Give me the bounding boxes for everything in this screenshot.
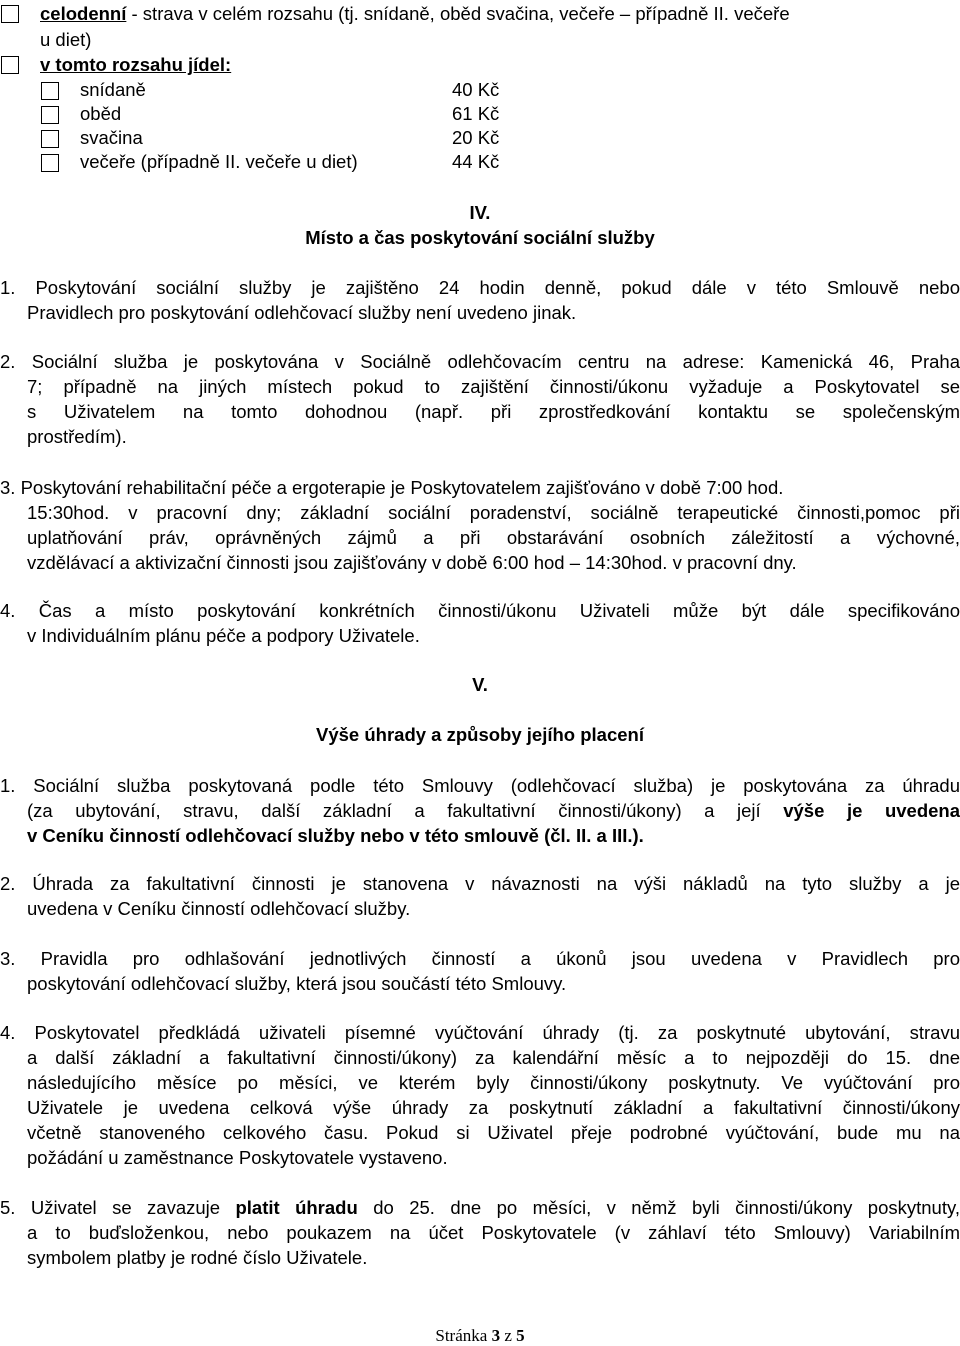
checkbox-meal-dinner[interactable] <box>41 154 59 172</box>
paragraph-line: a další základní a fakultativní činnosti/úkony) za kalendářní měsíc a to nejpozději do 15. dne <box>27 1047 960 1068</box>
paragraph-line: vzdělávací a aktivizační činnosti jsou zajišťovány v době 6:00 hod – 14:30hod. v pracovní dny. <box>27 552 797 573</box>
section-v-title: Výše úhrady a způsoby jejího placení <box>316 724 644 745</box>
checkbox-meal-snack[interactable] <box>41 130 59 148</box>
meal-label: večeře (případně II. večeře u diet) <box>80 151 358 172</box>
paragraph-line: 2. Úhrada za fakultativní činnosti je stanovena v návaznosti na výši nákladů na tyto služby a je <box>0 873 960 894</box>
page-footer <box>0 1326 960 1346</box>
checkbox-meal-lunch[interactable] <box>41 106 59 124</box>
checkbox-selected-meals[interactable] <box>1 56 19 74</box>
paragraph-line: uplatňování práv, oprávněných zájmů a při obstarávání osobních záležitostí a výchovné, <box>27 527 960 548</box>
meal-label: snídaně <box>80 79 146 100</box>
section-v-number: V. <box>472 674 488 695</box>
section-v-paragraph-3 <box>0 946 960 996</box>
paragraph-line: požádání u zaměstnance Poskytovatele vystaveno. <box>27 1147 448 1168</box>
paragraph-line: Pravidlech pro poskytování odlehčovací služby není uvedeno jinak. <box>27 302 577 323</box>
meal-price: 61 Kč <box>452 103 500 124</box>
paragraph-bold-text: výše je uvedena <box>783 800 960 821</box>
paragraph-line <box>0 1195 960 1220</box>
paragraph-line: včetně stanoveného celkového času. Pokud si Uživatel přeje podrobné vyúčtování, bude mu na <box>27 1122 960 1143</box>
section-iv-paragraph-3 <box>0 475 960 575</box>
paragraph-line: poskytování odlehčovací služby, která jsou součástí této Smlouvy. <box>27 973 567 994</box>
paragraph-bold-text: platit úhradu <box>235 1197 358 1218</box>
meal-option-full-day-title: celodenní <box>40 3 127 24</box>
meal-price: 40 Kč <box>452 79 500 100</box>
checkbox-meal-breakfast[interactable] <box>41 82 59 100</box>
paragraph-text: do 25. dne po měsíci, v němž byli činnosti/úkony poskytnuty, <box>357 1197 960 1218</box>
paragraph-line: uvedena v Ceníku činností odlehčovací služby. <box>27 898 411 919</box>
section-v-paragraph-2 <box>0 871 960 921</box>
section-v-paragraph-4 <box>0 1020 960 1170</box>
paragraph-line: s Uživatelem na tomto dohodnou (např. při zprostředkování kontaktu se společenským <box>27 401 960 422</box>
section-iv-paragraph-4 <box>0 598 960 648</box>
paragraph-line: 4. Čas a místo poskytování konkrétních činnosti/úkonu Uživateli může být dále specifikováno <box>0 600 960 621</box>
meal-option-full-day-desc: - strava v celém rozsahu (tj. snídaně, oběd svačina, večeře – případně II. večeře <box>126 3 790 24</box>
meal-label: oběd <box>80 103 122 124</box>
paragraph-line: 4. Poskytovatel předkládá uživateli písemné vyúčtování úhrady (tj. za poskytnuté ubytování, stravu <box>0 1022 960 1043</box>
paragraph-line: 7; případně na jiných místech pokud to zajištění činnosti/úkonu vyžaduje a Poskytovatel se <box>27 376 960 397</box>
footer-prefix: Stránka <box>435 1326 492 1345</box>
meal-option-full-day <box>40 2 790 26</box>
section-iv-title: Místo a čas poskytování sociální služby <box>305 227 655 248</box>
paragraph-line: 2. Sociální služba je poskytována v Sociálně odlehčovacím centru na adrese: Kamenická 46, Praha <box>0 351 960 372</box>
paragraph-line: prostředím). <box>27 426 127 447</box>
footer-total-pages: 5 <box>516 1326 525 1345</box>
meal-option-full-day-cont: u diet) <box>40 29 92 50</box>
paragraph-bold-line: v Ceníku činností odlehčovací služby nebo v této smlouvě (čl. II. a III.). <box>27 825 644 846</box>
meal-label: svačina <box>80 127 143 148</box>
footer-separator: z <box>500 1326 517 1345</box>
meal-option-selected-title: v tomto rozsahu jídel: <box>40 54 232 75</box>
section-iv-paragraph-2 <box>0 349 960 449</box>
paragraph-line: Uživatele je uvedena celková výše úhrady za poskytnutí základní a fakultativní činnosti/úkony <box>27 1097 960 1118</box>
footer-page-number: 3 <box>491 1326 501 1345</box>
meal-price: 44 Kč <box>452 151 500 172</box>
meal-price: 20 Kč <box>452 127 500 148</box>
paragraph-line: a to buďsloženkou, nebo poukazem na účet Poskytovatele (v záhlaví této Smlouvy) Variabilním <box>27 1222 960 1243</box>
paragraph-line: 3. Poskytování rehabilitační péče a ergoterapie je Poskytovatelem zajišťováno v době 7:00 hod. <box>0 477 784 498</box>
section-iv-paragraph-1 <box>0 275 960 325</box>
paragraph-line: 3. Pravidla pro odhlašování jednotlivých činností a úkonů jsou uvedena v Pravidlech pro <box>0 948 960 969</box>
section-iv-number: IV. <box>469 202 491 223</box>
paragraph-line: v Individuálním plánu péče a podpory Uživatele. <box>27 625 420 646</box>
checkbox-celodenni[interactable] <box>1 5 19 23</box>
section-v-paragraph-1 <box>0 773 960 848</box>
paragraph-line <box>0 798 960 823</box>
paragraph-line: 15:30hod. v pracovní dny; základní sociální poradenství, sociálně terapeutické činnosti,pomoc při <box>27 502 960 523</box>
section-v-paragraph-5 <box>0 1195 960 1270</box>
paragraph-line: následujícího měsíce po měsíci, ve kterém byly činnosti/úkony poskytnuty. Ve vyúčtování pro <box>27 1072 960 1093</box>
paragraph-line: symbolem platby je rodné číslo Uživatele. <box>27 1247 368 1268</box>
paragraph-text: (za ubytování, stravu, další základní a fakultativní činnosti/úkony) a její <box>27 800 784 821</box>
paragraph-text: 5. Uživatel se zavazuje <box>0 1197 236 1218</box>
paragraph-line: 1. Poskytování sociální služby je zajištěno 24 hodin denně, pokud dále v této Smlouvě nebo <box>0 277 960 298</box>
paragraph-line: 1. Sociální služba poskytovaná podle této Smlouvy (odlehčovací služba) je poskytována za úhradu <box>0 775 960 796</box>
